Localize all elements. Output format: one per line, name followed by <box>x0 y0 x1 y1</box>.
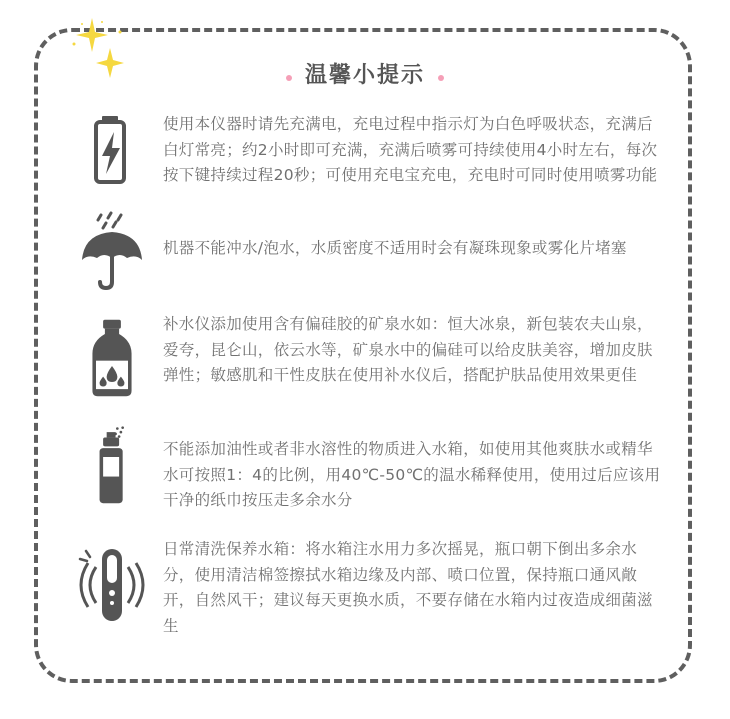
tip-text: 使用本仪器时请先充满电，充电过程中指示灯为白色呼吸状态，充满后白灯常亮；约2小时即可充满，充满后喷雾可持续使用4小时左右，每次按下键持续过程20秒；可使用充电宝充电，充电时可同时使用喷雾功能 <box>163 115 658 184</box>
umbrella-rain-icon <box>76 210 148 290</box>
tip-text: 日常清洗保养水箱：将水箱注水用力多次摇晃，瓶口朝下倒出多余水分，使用清洁棉签擦拭水箱边缘及内部、喷口位置，保持瓶口通风敞开，自然风干；建议每天更换水质，不要存储在水箱内过夜造成细菌滋生 <box>163 540 653 635</box>
spray-bottle-icon <box>76 425 148 505</box>
page-title: 温馨小提示 <box>304 63 425 88</box>
title-dot-right <box>438 75 444 81</box>
title-dot-left <box>286 75 292 81</box>
tip-text: 不能添加油性或者非水溶性的物质进入水箱，如使用其他爽肤水或精华水可按照1：4的比例，用40℃-50℃的温水稀释使用，使用过后应该用干净的纸巾按压走多余水分 <box>163 440 661 509</box>
tip-text: 补水仪添加使用含有偏硅胶的矿泉水如：恒大冰泉，新包装农夫山泉，爱夸，昆仑山，依云水等，矿泉水中的偏硅可以给皮肤美容，增加皮肤弹性；敏感肌和干性皮肤在使用补水仪后，搭配护肤品使用效果更佳 <box>163 315 653 384</box>
title-row <box>0 58 730 89</box>
battery-charging-icon <box>76 112 148 192</box>
water-bottle-icon <box>76 318 148 398</box>
tip-text: 机器不能冲水/泡水，水质密度不适用时会有凝珠现象或雾化片堵塞 <box>163 239 627 257</box>
shaking-device-icon <box>76 545 148 625</box>
